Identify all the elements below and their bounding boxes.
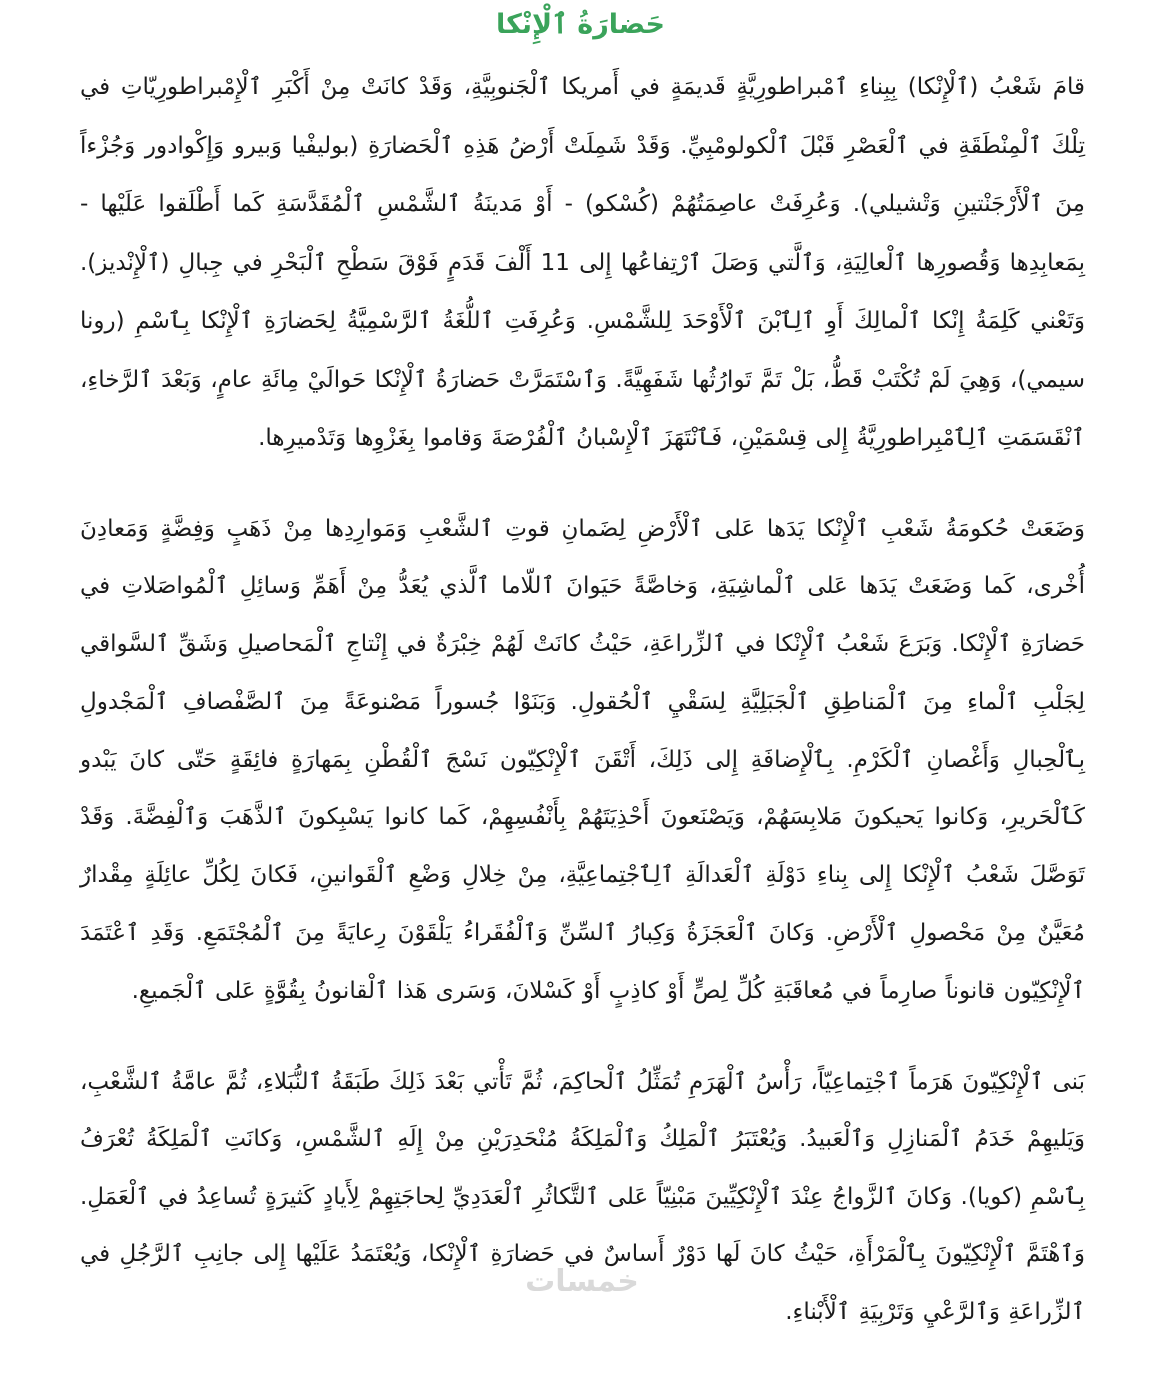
paragraph-3: بَنى ٱلْإِنْكِيّونَ هَرَماً ٱجْتِماعِيّاً، رَأْسُ ٱلْهَرَمِ تُمَثِّلُ ٱلْحاكِمَ، ثُمَّ تَأْتي بَعْدَ ذَلِكَ طَبَقَةُ ٱلنُّبَلاءِ، ثُمَّ عامَّةُ ٱلشَّعْبِ، وَيَليهِمْ خَدَمُ ٱلْمَنازِلِ وَٱلْعَبيدُ. وَيُعْتَبَرُ ٱلْمَلِكُ وَٱلْمَلِكَةُ مُنْحَدِرَيْنِ مِنْ إِلَهِ ٱلشَّمْسِ، وَكانَتِ ٱلْمَلِكَةُ تُعْرَفُ بِٱسْمِ (كويا). وَكانَ ٱلزَّواجُ عِنْدَ ٱلْإِنْكِيِّينَ مَبْنِيّاً عَلى ٱلتَّكاثُرِ ٱلْعَدَدِيِّ لِحاجَتِهِمْ لِأَيادٍ كَثيرَةٍ تُساعِدُ في ٱلْعَمَلِ. وَٱهْتَمَّ ٱلْإِنْكِيّونَ بِٱلْمَرْأَةِ، حَيْثُ كانَ لَها دَوْرٌ أَساسٌ في حَضارَةِ ٱلْإِنْكا، وَيُعْتَمَدُ عَلَيْها إِلى جانِبِ ٱلرَّجُلِ في ٱلزِّراعَةِ وَٱلرَّعْيِ وَتَرْبِيَةِ ٱلْأَبْناءِ. [80,1068,1085,1325]
paragraph-1: قامَ شَعْبُ (ٱلْإِنْكا) بِبِناءِ ٱمْبراطورِيَّةٍ قَديمَةٍ في أَمريكا ٱلْجَنوبِيَّةِ، وَقَدْ كانَتْ مِنْ أَكْبَرِ ٱلْإِمْبراطورِيّاتِ في تِلْكَ ٱلْمِنْطَقَةِ في ٱلْعَصْرِ قَبْلَ ٱلْكولومْبِيِّ. وَقَدْ شَمِلَتْ أَرْضُ هَذِهِ ٱلْحَضارَةِ (بوليفْيا وَبيرو وَإِكْوادور وَجُزْءاً مِنَ ٱلْأَرْجَنْتينِ وَتْشيلي). وَعُرِفَتْ عاصِمَتُهُمْ (كُسْكو) - أَوْ مَدينَةُ ٱلشَّمْسِ ٱلْمُقَدَّسَةِ كَما أَطْلَقوا عَلَيْها - بِمَعابِدِها وَقُصورِها ٱلْعالِيَةِ، وَٱلَّتي وَصَلَ ٱرْتِفاعُها إِلى 11 أَلْفَ قَدَمٍ فَوْقَ سَطْحِ ٱلْبَحْرِ في جِبالِ (ٱلْإِنْديز). وَتَعْني كَلِمَةُ إِنْكا ٱلْمالِكَ أَوِ ٱلِٱبْنَ ٱلْأَوْحَدَ لِلشَّمْسِ. وَعُرِفَتِ ٱللُّغَةُ ٱلرَّسْمِيَّةُ لِحَضارَةِ ٱلْإِنْكا بِٱسْمِ (رونا سيمي)، وَهِيَ لَمْ تُكْتَبْ قَطُّ، بَلْ تَمَّ تَوارُثُها شَفَهِيَّةً. وَٱسْتَمَرَّتْ حَضارَةُ ٱلْإِنْكا حَوالَيْ مِائَةِ عامٍ، وَبَعْدَ ٱلرَّخاءِ، ٱنْقَسَمَتِ ٱلِٱمْبِراطورِيَّةُ إِلى قِسْمَيْنِ، فَٱنْتَهَزَ ٱلْإِسْبانُ ٱلْفُرْصَةَ وَقاموا بِغَزْوِها وَتَدْميرِها. [80,74,1085,451]
watermark-logo: خمسات [525,1264,639,1299]
page-title: حَضارَةُ ٱلْإِنْكا [496,9,665,40]
paragraph-2: وَضَعَتْ حُكومَةُ شَعْبِ ٱلْإِنْكا يَدَها عَلى ٱلْأَرْضِ لِضَمانِ قوتِ ٱلشَّعْبِ وَمَوارِدِها مِنْ ذَهَبٍ وَفِضَّةٍ وَمَعادِنَ أُخْرى، كَما وَضَعَتْ يَدَها عَلى ٱلْماشِيَةِ، وَخاصَّةً حَيَوانَ ٱللّاما ٱلَّذي يُعَدُّ مِنْ أَهَمِّ وَسائِلِ ٱلْمُواصَلاتِ في حَضارَةِ ٱلْإِنْكا. وَبَرَعَ شَعْبُ ٱلْإِنْكا في ٱلزِّراعَةِ، حَيْثُ كانَتْ لَهُمْ خِبْرَةٌ في إِنْتاجِ ٱلْمَحاصيلِ وَشَقِّ ٱلسَّواقي لِجَلْبِ ٱلْماءِ مِنَ ٱلْمَناطِقِ ٱلْجَبَلِيَّةِ لِسَقْيِ ٱلْحُقولِ. وَبَنَوْا جُسوراً مَصْنوعَةً مِنَ ٱلصَّفْصافِ ٱلْمَجْدولِ بِٱلْحِبالِ وَأَغْصانِ ٱلْكَرْمِ. بِٱلْإِضافَةِ إِلى ذَلِكَ، أَتْقَنَ ٱلْإِنْكِيّون نَسْجَ ٱلْقُطْنِ بِمَهارَةٍ فائِقَةٍ حَتّى كانَ يَبْدو كَٱلْحَريرِ، وَكانوا يَحيكونَ مَلابِسَهُمْ، وَيَصْنَعونَ أَحْذِيَتَهُمْ بِأَنْفُسِهِمْ، كَما كانوا يَسْبِكونَ ٱلذَّهَبَ وَٱلْفِضَّةَ. وَقَدْ تَوَصَّلَ شَعْبُ ٱلْإِنْكا إِلى بِناءِ دَوْلَةِ ٱلْعَدالَةِ ٱلِٱجْتِماعِيَّةِ، مِنْ خِلالِ وَضْعِ ٱلْقَوانينِ، فَكانَ لِكُلِّ عائِلَةٍ مِقْدارٌ مُعَيَّنٌ مِنْ مَحْصولِ ٱلْأَرْضِ. وَكانَ ٱلْعَجَزَةُ وَكِبارُ ٱلسِّنِّ وَٱلْفُقَراءُ يَلْقَوْنَ رِعايَةً مِنَ ٱلْمُجْتَمَعِ. وَقَدِ ٱعْتَمَدَ ٱلْإِنْكِيّون قانوناً صارِماً في مُعاقَبَةِ كُلِّ لِصٍّ أَوْ كاذِبٍ أَوْ كَسْلانَ، وَسَرى هَذا ٱلْقانونُ بِقُوَّةٍ عَلى ٱلْجَميعِ. [80,515,1085,1004]
article-body [80,58,1085,1374]
